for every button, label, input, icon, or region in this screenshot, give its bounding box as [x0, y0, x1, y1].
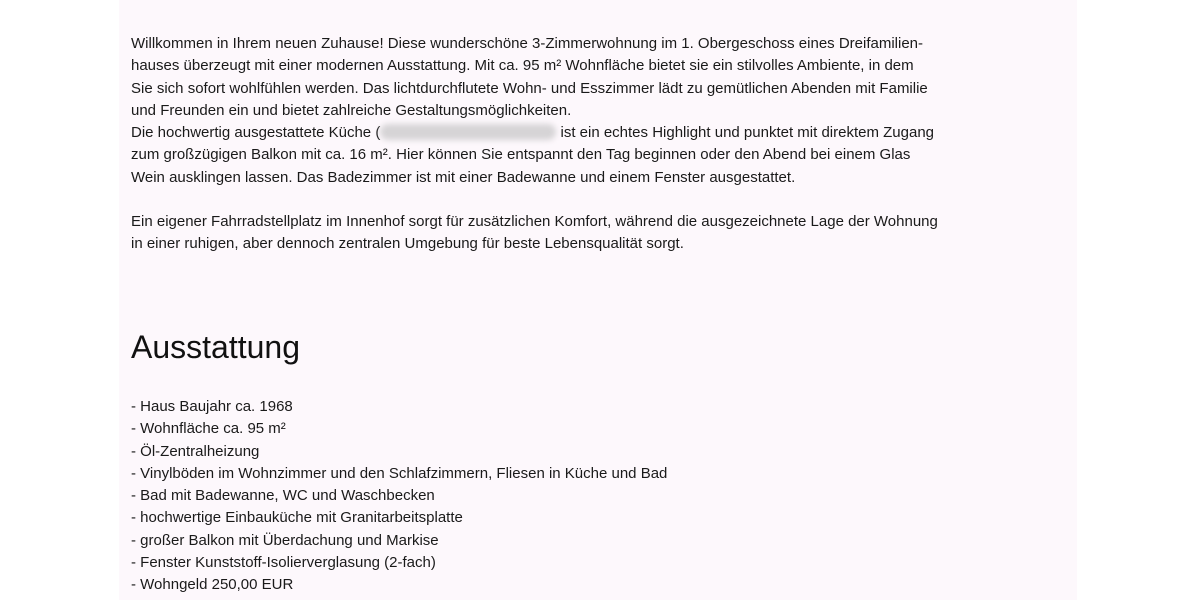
text-line: Wein ausklingen lassen. Das Badezimmer ist mit einer Badewanne und einem Fenster ausgestattet. [131, 168, 796, 186]
feature-item: - Wohnfläche ca. 95 m² [131, 420, 286, 438]
redacted-text [380, 124, 556, 140]
text-line: Die hochwertig ausgestattete Küche ( [131, 124, 381, 142]
text-line: Ein eigener Fahrradstellplatz im Innenhof sorgt für zusätzlichen Komfort, während die ausgezeichnete Lage der Wohnung [131, 213, 938, 231]
feature-item: - Wohngeld 250,00 EUR [131, 576, 294, 594]
location-paragraph [131, 211, 1051, 256]
feature-item: - Haus Baujahr ca. 1968 [131, 398, 293, 415]
feature-item: - großer Balkon mit Überdachung und Markise [131, 531, 439, 549]
feature-item: - Vinylböden im Wohnzimmer und den Schlafzimmern, Fliesen in Küche und Bad [131, 464, 668, 482]
text-line: Willkommen in Ihrem neuen Zuhause! Diese wunderschöne 3-Zimmerwohnung im 1. Obergeschoss eines Dreifamilien- [131, 35, 924, 52]
feature-item: - hochwertige Einbauküche mit Granitarbeitsplatte [131, 509, 463, 527]
feature-item: - Bad mit Badewanne, WC und Waschbecken [131, 487, 435, 505]
text-line: in einer ruhigen, aber dennoch zentralen Umgebung für beste Lebensqualität sorgt. [131, 235, 684, 253]
text-line: hauses überzeugt mit einer modernen Ausstattung. Mit ca. 95 m² Wohnfläche bietet sie ein stilvolles Ambiente, in dem [131, 57, 914, 75]
text-line: Sie sich sofort wohlfühlen werden. Das lichtdurchflutete Wohn- und Esszimmer lädt zu gemütlichen Abenden mit Familie [131, 79, 928, 97]
feature-item: - Fenster Kunststoff-Isolierverglasung (2-fach) [131, 554, 436, 572]
description-paragraph [131, 33, 1051, 189]
text-line: ist ein echtes Highlight und punktet mit direktem Zugang [556, 124, 935, 142]
description-section [131, 33, 1051, 256]
feature-item: - Öl-Zentralheizung [131, 442, 260, 460]
text-line: zum großzügigen Balkon mit ca. 16 m². Hier können Sie entspannt den Tag beginnen oder den Abend bei einem Glas [131, 146, 911, 164]
text-line: und Freunden ein und bietet zahlreiche Gestaltungsmöglichkeiten. [131, 101, 572, 119]
features-list [131, 396, 667, 597]
features-heading: Ausstattung [131, 329, 300, 365]
